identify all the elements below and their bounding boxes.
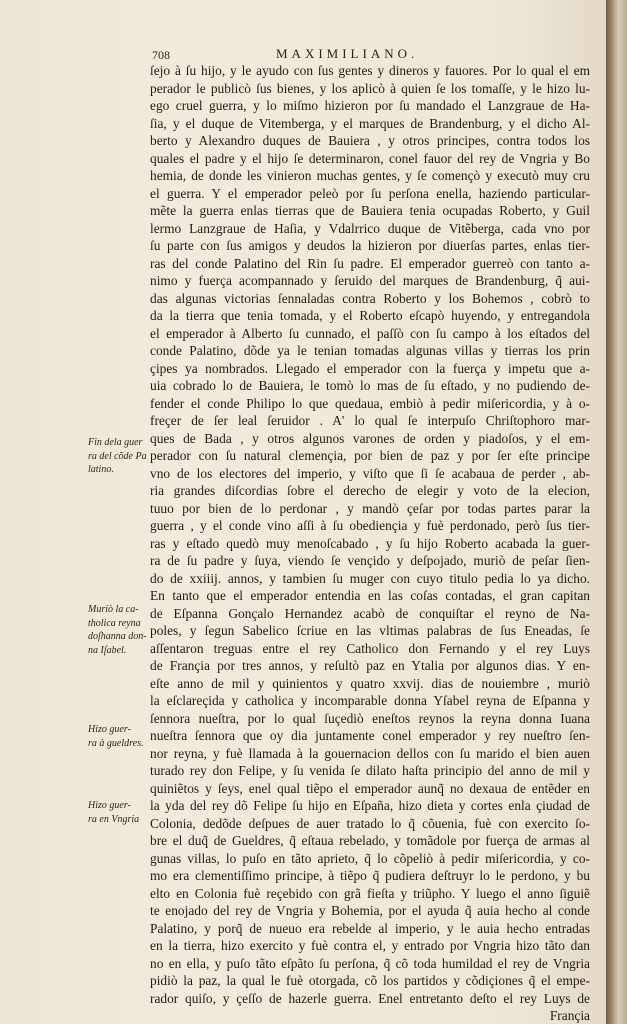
text-line: berto y Alexandro duques de Bauiera , y otros principes, contra todos los xyxy=(150,133,590,148)
text-line: ſejo à ſu hijo, y le ayudo con ſus gentes y dineros y fauores. Por lo qual el em xyxy=(150,63,590,78)
margin-note-gueldres xyxy=(88,723,160,750)
text-line: Palatino, y porq̃ de nueuo era rebelde al imperio, y le auia hecho entradas xyxy=(150,920,590,936)
text-line: aſſentaron treguas entre el rey Catholico don Fernando y el rey Luys xyxy=(150,640,590,656)
text-line: de Eſpanna Gonçalo Hernandez acabò de conquiſtar el reyno de Na- xyxy=(150,605,590,621)
text-line: çipes ya nombrados. Llegado el emperador con la fuerça y impetu que a- xyxy=(150,360,590,376)
text-line: mo era clementiſſimo principe, à tiẽpo q̃ pudiera deſtruyr lo le perdono, y bu xyxy=(150,868,590,883)
margin-note-reyna-isabel xyxy=(88,603,160,657)
text-line: nimo y fuerça acompannado y ſeruido del marques de Brandenburg, q̃ aui- xyxy=(150,273,590,288)
running-title: MAXIMILIANO. xyxy=(276,46,419,61)
text-line: mẽte la guerra enlas tierras que de Bauiera tenia ocupadas Roberto, y Guil xyxy=(150,203,590,218)
margin-note-line: Muriò la ca- xyxy=(88,604,139,615)
book-binding-edge xyxy=(606,0,627,1024)
text-line: perador con ſu natural clemençia, por bien de paz y por ſer eſte principe xyxy=(150,448,590,463)
text-line: ras y eſtado quedò muy menoſcabado , y ſu hijo Roberto acabada la guer- xyxy=(150,535,590,551)
text-line: ria grandes diſcordias ſobre el derecho de elegir y voto de la elecion, xyxy=(150,483,590,498)
text-line: fender el conde Philipo lo que quedaua, embiò à pedir miſericordia, y à o- xyxy=(150,395,590,411)
text-line: lermo Lanzgraue de Haſia, y Vdalrrico duque de Vitẽberga, cada vno por xyxy=(150,220,590,236)
margin-note-line: tholica reyna xyxy=(88,617,141,629)
text-line: ras del conde Palatino del Rin ſu padre. El emperador guerreò con tanto a- xyxy=(150,255,590,271)
text-line: uia cobrado lo de Bauiera, le tomò lo mas de ſu eſtado, y no pudiendo de- xyxy=(150,378,590,393)
margin-note-line: Fin dela guer xyxy=(88,437,143,448)
text-line: ra de ſu padre y ſuya, viendo ſe vençido y deſpojado, muriò de peſar ſien- xyxy=(150,553,590,568)
margin-note-line: na Iſabel. xyxy=(88,644,127,656)
text-line: el emperador à Alberto ſu cunnado, el paſſò con ſu campo à los eſtados del xyxy=(150,325,590,341)
text-line: do de xxiiĳ. annos, y tambien ſu muger con cuyo titulo pedia lo ya dicho. xyxy=(150,570,590,586)
text-line: Colonia, dedõde deſpues de auer tratado lo q̃ cõuenia, fuè con exercito ſo- xyxy=(150,815,590,831)
page-number: 708 xyxy=(152,48,170,62)
text-line: ques de Bada , y otros algunos varones de orden y piadoſos, y el em- xyxy=(150,430,590,446)
text-line: de Françia por tres annos, y reſultò paz en Ytalia por algunos dias. Y en- xyxy=(150,658,590,673)
text-line: bre el duq̃ de Gueldres, q̃ eſtaua rebelado, y tomãdole por fuerça de armas al xyxy=(150,833,590,848)
body-text xyxy=(150,62,590,1024)
text-line: perador le publicò ſus bienes, y los aplicò à quien ſe los tomaſſe, y le hizo lu- xyxy=(150,80,590,96)
text-line: elto en Colonia fuè reçebido con grã fieſta y triũpho. Y luego el anno ſiguiẽ xyxy=(150,885,590,901)
text-line: rador quiſo, y çeſſo de hazerle guerra. Enel entretanto deſto el rey Luys de xyxy=(150,990,590,1006)
text-line: no en ella, y puſo tãto eſpãto ſu perſona, q̃ cõ toda humildad el rey de Vngria xyxy=(150,955,590,971)
margin-note-vngria xyxy=(88,799,160,826)
text-line: en la tierra, hizo exercito y fuè contra el, y entrado por Vngria hizo tãto dan xyxy=(150,938,590,953)
text-line: poles, y ſegun Sabelico ſcriue en las vltimas palabras de ſus Eneadas, ſe xyxy=(150,623,590,638)
text-line: pidiò la paz, la qual le fuè otorgada, cõ los partidos y cõdiçiones q̃ el empe- xyxy=(150,973,590,988)
text-line: quales el padre y el hijo ſe determinaron, conel fauor del rey de Vngria y Bo xyxy=(150,150,590,166)
text-line: la yda del rey dõ Felipe ſu hijo en Eſpaña, hizo dieta y cortes enla çiudad de xyxy=(150,798,590,813)
text-line: ego cruel guerra, y lo miſmo hizieron por ſu mandado el Lanzgraue de Ha- xyxy=(150,98,590,113)
text-line: guerra , y el conde vino aſſi à ſu obediençia y fuè perdonado, però ſus tier- xyxy=(150,518,590,533)
text-line: turado rey don Felipe, y ſu venida ſe dilato haſta principio del anno de mil y xyxy=(150,763,590,778)
text-line: ſia, y el duque de Vitemberga, y el marques de Brandenburg, y el dicho Al- xyxy=(150,115,590,131)
text-line: ſennora nueſtra, por lo qual ſuçediò eneſtos reynos la reyna donna Iuana xyxy=(150,710,590,726)
margin-note-line: ra à gueldres. xyxy=(88,737,144,749)
text-line: Françia xyxy=(549,1008,590,1023)
text-line: das algunas victorias ſennaladas contra Roberto y los Bohemos , cobrò to xyxy=(150,290,590,306)
text-line: ſu parte con ſus amigos y deudos la hizieron por diuerſas partes, enlas tier- xyxy=(150,238,590,253)
text-line: freçer de ſer leal ſeruidor . A' lo qual ſe interpuſo Chriſtophoro mar- xyxy=(150,413,590,428)
margin-note-line: ra en Vngria xyxy=(88,813,140,825)
text-line: conde Palatino, dõde ya le tenian tomadas algunas villas y tierras los prin xyxy=(150,343,590,358)
text-line: En tanto que el emperador entendia en las coſas contadas, el gran capitan xyxy=(150,588,590,603)
text-line: da la tierra que tenia tomada, y el Roberto eſcapò huyendo, y entregandola xyxy=(150,308,590,323)
margin-note-line: ra del cõde Pa xyxy=(88,450,147,462)
text-line: te enojado del rey de Vngria y Bohemia, por el ayuda q̃ auia hecho al conde xyxy=(150,903,590,918)
margin-note-line: Hizo guer- xyxy=(88,724,131,735)
margin-note-line: latino. xyxy=(88,464,114,475)
text-line: hemia, de donde les vinieron muchas gentes, y ſe començò y executò muy cru xyxy=(150,168,590,183)
text-line: nueſtra ſennora que oy dia juntamente conel emperador y rey nueſtro ſen- xyxy=(150,728,590,743)
margin-note-conde-palatino xyxy=(88,436,160,477)
text-line: la eſclareçida y catholica y incomparable donna Yſabel reyna de Eſpanna y xyxy=(150,693,590,708)
text-line: gunas villas, lo puſo en tãto aprieto, q̃ lo cõpeliò à pedir miſericordia, y co- xyxy=(150,850,590,866)
margin-note-line: doſhanna don- xyxy=(88,631,147,642)
text-line: nor reyna, y fuè llamada à la gouernacion dellos con ſu marido el bien auen xyxy=(150,745,590,761)
text-line: tuuo por bien de lo perdonar , y mandò çeſar por todas partes parar la xyxy=(150,500,590,516)
margin-note-line: Hizo guer- xyxy=(88,800,131,811)
text-line: eſte anno de mil y quinientos y quatro xxvĳ. dias de nouiembre , muriò xyxy=(150,675,590,691)
text-line: quiniẽtos y ſeys, enel qual tiẽpo el emperador aunq̃ no dexaua de entẽder en xyxy=(150,780,590,796)
text-line: vno de los electores del imperio, y viſto que ſi ſe acabaua de perder , ab- xyxy=(150,465,590,481)
text-line: el guerra. Y el emperador peleò por ſu perſona enella, haziendo particular- xyxy=(150,185,590,201)
